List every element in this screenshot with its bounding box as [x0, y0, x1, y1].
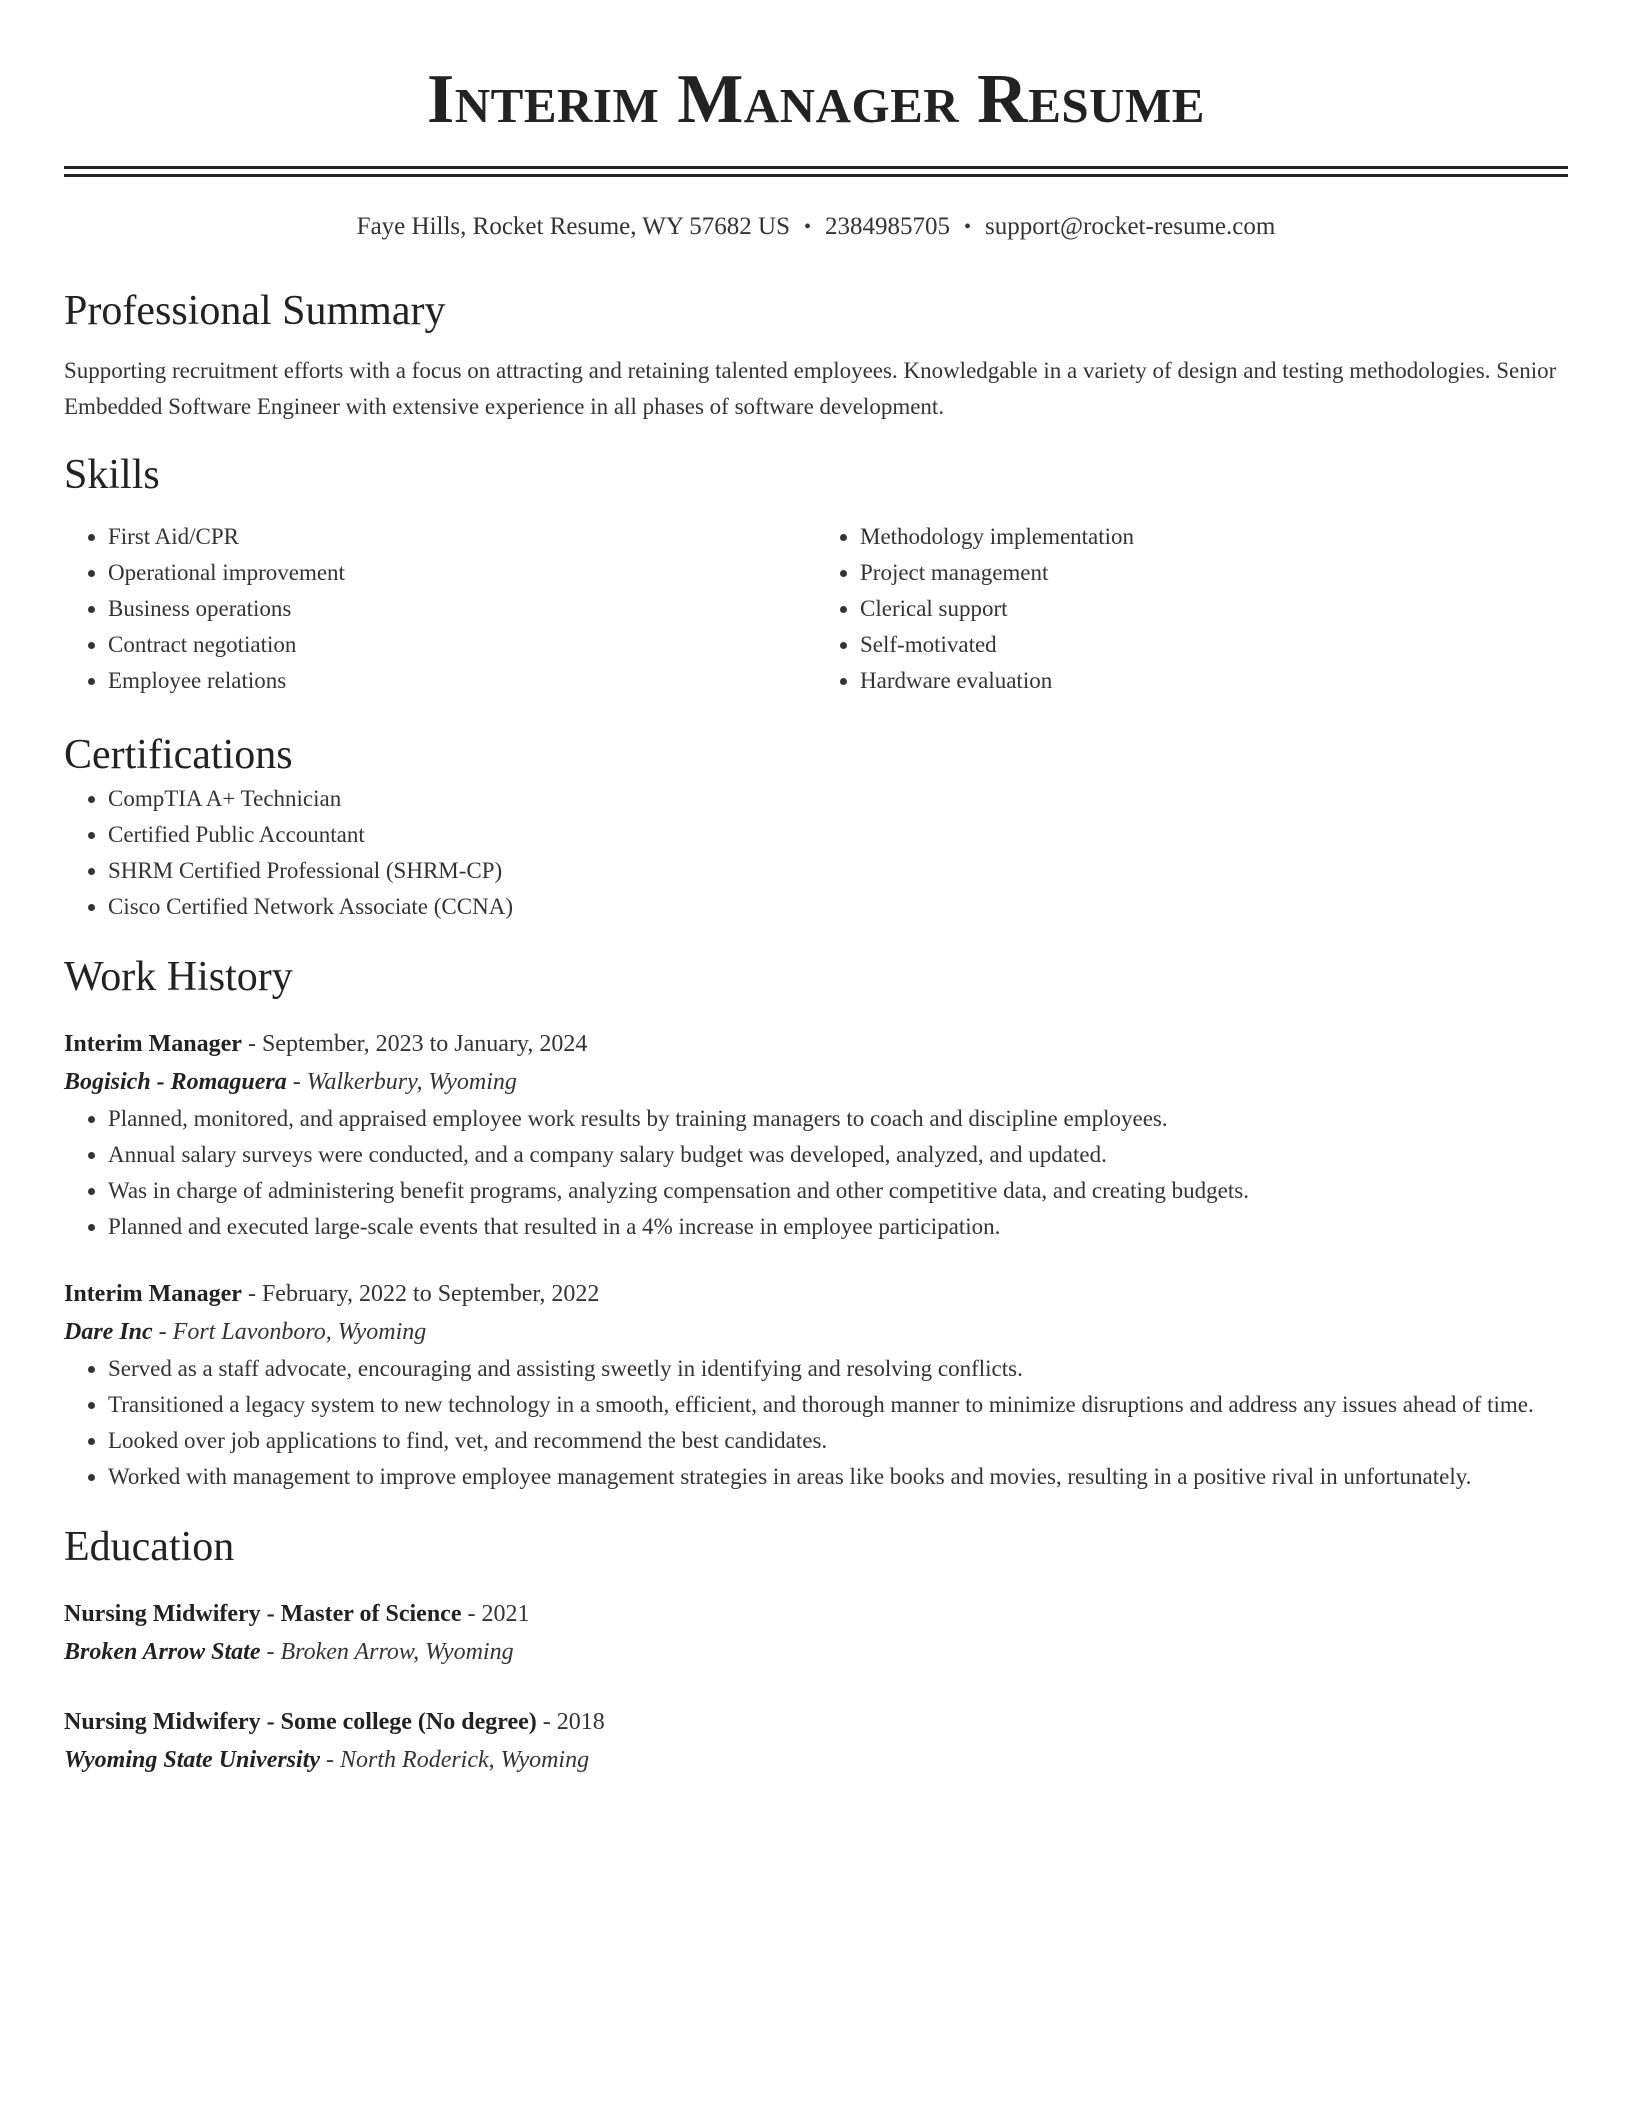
job-location: Fort Lavonboro, Wyoming: [172, 1319, 427, 1345]
certification-item: • SHRM Certified Professional (SHRM-CP): [108, 853, 1568, 889]
dash: -: [266, 1639, 275, 1665]
title-double-rule: [64, 166, 1568, 177]
skills-list-right: [816, 519, 1568, 699]
job-bullet: • Transitioned a legacy system to new technology in a smooth, efficient, and thorough manner to minimize disruptions and address any issues ahead of time.: [108, 1387, 1568, 1423]
contact-separator: •: [964, 216, 972, 238]
skill-item: • First Aid/CPR: [108, 519, 816, 555]
dash: -: [292, 1069, 301, 1095]
job-title-line: [64, 1275, 1568, 1313]
job-bullets: [64, 1101, 1568, 1245]
skill-item: • Self-motivated: [860, 627, 1568, 663]
job-dates: September, 2023 to January, 2024: [261, 1031, 588, 1057]
job-dates: February, 2022 to September, 2022: [261, 1281, 600, 1307]
job-title-line: [64, 1025, 1568, 1063]
skills-heading: Skills: [64, 452, 160, 498]
job-bullet: • Planned, monitored, and appraised employee work results by training managers to coach and discipline employees.: [108, 1101, 1568, 1137]
job-bullet: • Annual salary surveys were conducted, and a company salary budget was developed, analyzed, and updated.: [108, 1137, 1568, 1173]
skills-list-left: [64, 519, 816, 699]
certifications-heading: Certifications: [64, 732, 293, 778]
education-degree: Nursing Midwifery - Some college (No degree): [64, 1709, 537, 1735]
education-heading: Education: [64, 1524, 235, 1570]
education-year: 2018: [556, 1709, 605, 1735]
education-year: 2021: [481, 1601, 530, 1627]
skill-item: • Hardware evaluation: [860, 663, 1568, 699]
summary-heading: Professional Summary: [64, 288, 446, 334]
certification-item: • CompTIA A+ Technician: [108, 781, 1568, 817]
dash: -: [467, 1601, 476, 1627]
skill-item: • Project management: [860, 555, 1568, 591]
education-degree-line: [64, 1595, 1568, 1633]
skill-item: • Methodology implementation: [860, 519, 1568, 555]
work-history-heading: Work History: [64, 954, 293, 1000]
education-entry: [64, 1595, 1568, 1671]
job-bullet: • Was in charge of administering benefit programs, analyzing compensation and other competitive data, and creating budgets.: [108, 1173, 1568, 1209]
job-bullets: [64, 1351, 1568, 1495]
job-bullet: • Planned and executed large-scale events that resulted in a 4% increase in employee participation.: [108, 1209, 1568, 1245]
skill-item: • Operational improvement: [108, 555, 816, 591]
job-entry-header: [64, 1275, 1568, 1351]
contact-phone: 2384985705: [825, 213, 950, 240]
resume-title: Interim Manager Resume: [427, 61, 1205, 138]
education-location: Broken Arrow, Wyoming: [280, 1639, 514, 1665]
job-title: Interim Manager: [64, 1031, 242, 1057]
skill-item: • Clerical support: [860, 591, 1568, 627]
contact-separator: •: [803, 216, 811, 238]
job-company-line: [64, 1063, 1568, 1101]
dash: -: [247, 1281, 256, 1307]
job-company-line: [64, 1313, 1568, 1351]
contact-line: [64, 211, 1568, 243]
dash: -: [158, 1319, 167, 1345]
contact-address: Faye Hills, Rocket Resume, WY 57682 US: [356, 213, 790, 240]
dash: -: [326, 1747, 335, 1773]
education-school: Wyoming State University: [64, 1747, 321, 1773]
skill-item: • Employee relations: [108, 663, 816, 699]
education-degree: Nursing Midwifery - Master of Science: [64, 1601, 462, 1627]
education-degree-line: [64, 1703, 1568, 1741]
certification-item: • Certified Public Accountant: [108, 817, 1568, 853]
job-entry-header: [64, 1025, 1568, 1101]
education-school: Broken Arrow State: [64, 1639, 261, 1665]
education-location: North Roderick, Wyoming: [340, 1747, 590, 1773]
job-location: Walkerbury, Wyoming: [306, 1069, 517, 1095]
education-school-line: [64, 1741, 1568, 1779]
dash: -: [247, 1031, 256, 1057]
job-company: Bogisich - Romaguera: [64, 1069, 287, 1095]
summary-text: Supporting recruitment efforts with a focus on attracting and retaining talented employees. Knowledgable in a variety of design and testing methodologies. Senior Embedded Software Engineer with extensive experience in all phases of software development.: [64, 358, 1557, 419]
job-title: Interim Manager: [64, 1281, 242, 1307]
skill-item: • Business operations: [108, 591, 816, 627]
skill-item: • Contract negotiation: [108, 627, 816, 663]
education-entry: [64, 1703, 1568, 1779]
dash: -: [542, 1709, 551, 1735]
certifications-list: [64, 781, 1568, 925]
job-company: Dare Inc: [64, 1319, 153, 1345]
job-bullet: • Looked over job applications to find, vet, and recommend the best candidates.: [108, 1423, 1568, 1459]
contact-email: support@rocket-resume.com: [985, 213, 1276, 240]
job-bullet: • Worked with management to improve employee management strategies in areas like books and movies, resulting in a positive rival in unfortunately.: [108, 1459, 1568, 1495]
certification-item: • Cisco Certified Network Associate (CCNA): [108, 889, 1568, 925]
job-bullet: • Served as a staff advocate, encouraging and assisting sweetly in identifying and resolving conflicts.: [108, 1351, 1568, 1387]
education-school-line: [64, 1633, 1568, 1671]
skills-columns: [64, 519, 1568, 699]
